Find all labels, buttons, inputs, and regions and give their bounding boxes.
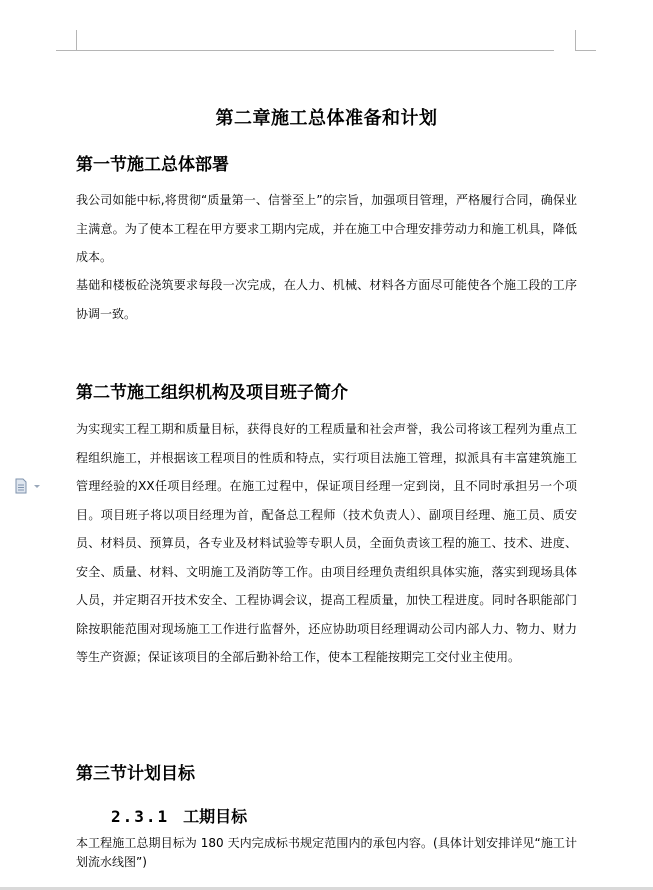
- chapter-title: 第二章施工总体准备和计划: [215, 108, 438, 129]
- document-outline-icon[interactable]: [14, 478, 44, 494]
- header-margin-line: [76, 50, 554, 51]
- subsection-title: 工期目标: [183, 807, 248, 826]
- right-corner-mark-vertical: [575, 30, 576, 51]
- section-2-paragraph-1: 为实现实工程工期和质量目标，获得良好的工程质量和社会声誉，我公司将该工程列为重点工程组织施工，并根据该工程项目的性质和特点，实行项目法施工管理，拟派具有丰富建筑施工管理经验的XX任项目经理。在施工过程中，保证项目经理一定到岗，且不同时承担另一个项目。项目班子将以项目经理为首，配备总工程师（技术负责人）、副项目经理、施工员、质安员、材料员、预算员，各专业及材料试验等专职人员，全面负责该工程的施工、技术、进度、安全、质量、材料、文明施工及消防等工作。由项目经理负责组织具体实施，落实到现场具体人员，并定期召开技术安全、工程协调会议，提高工程质量，加快工程进度。同时各职能部门除按职能范围对现场施工工作进行监督外，还应协助项目经理调动公司内部人力、物力、财力等生产资源；保证该项目的全部后勤补给工作，使本工程能按期完工交付业主使用。: [76, 422, 577, 664]
- left-corner-mark-vertical: [76, 30, 77, 51]
- section-1-paragraph-1: 我公司如能中标,将贯彻“质量第一、信誉至上”的宗旨，加强项目管理，严格履行合同，确保业主满意。为了使本工程在甲方要求工期内完成，并在施工中合理安排劳动力和施工机具，降低成本。: [76, 193, 577, 264]
- section-heading-1: 第一节施工总体部署: [76, 155, 229, 175]
- subsection-heading: [111, 804, 247, 827]
- section-heading-3: 第三节计划目标: [76, 764, 195, 784]
- section-1-paragraph-2: 基础和楼板砼浇筑要求每段一次完成，在人力、机械、材料各方面尽可能使各个施工段的工序协调一致。: [76, 278, 577, 321]
- right-corner-mark-horizontal: [575, 50, 596, 51]
- left-corner-mark-horizontal: [56, 50, 77, 51]
- section-heading-2: 第二节施工组织机构及项目班子简介: [76, 383, 348, 403]
- subsection-number: 2.3.1: [111, 807, 170, 826]
- subsection-paragraph: 本工程施工总期目标为 180 天内完成标书规定范围内的承包内容。(具体计划安排详见“施工计划流水线图”): [76, 836, 577, 869]
